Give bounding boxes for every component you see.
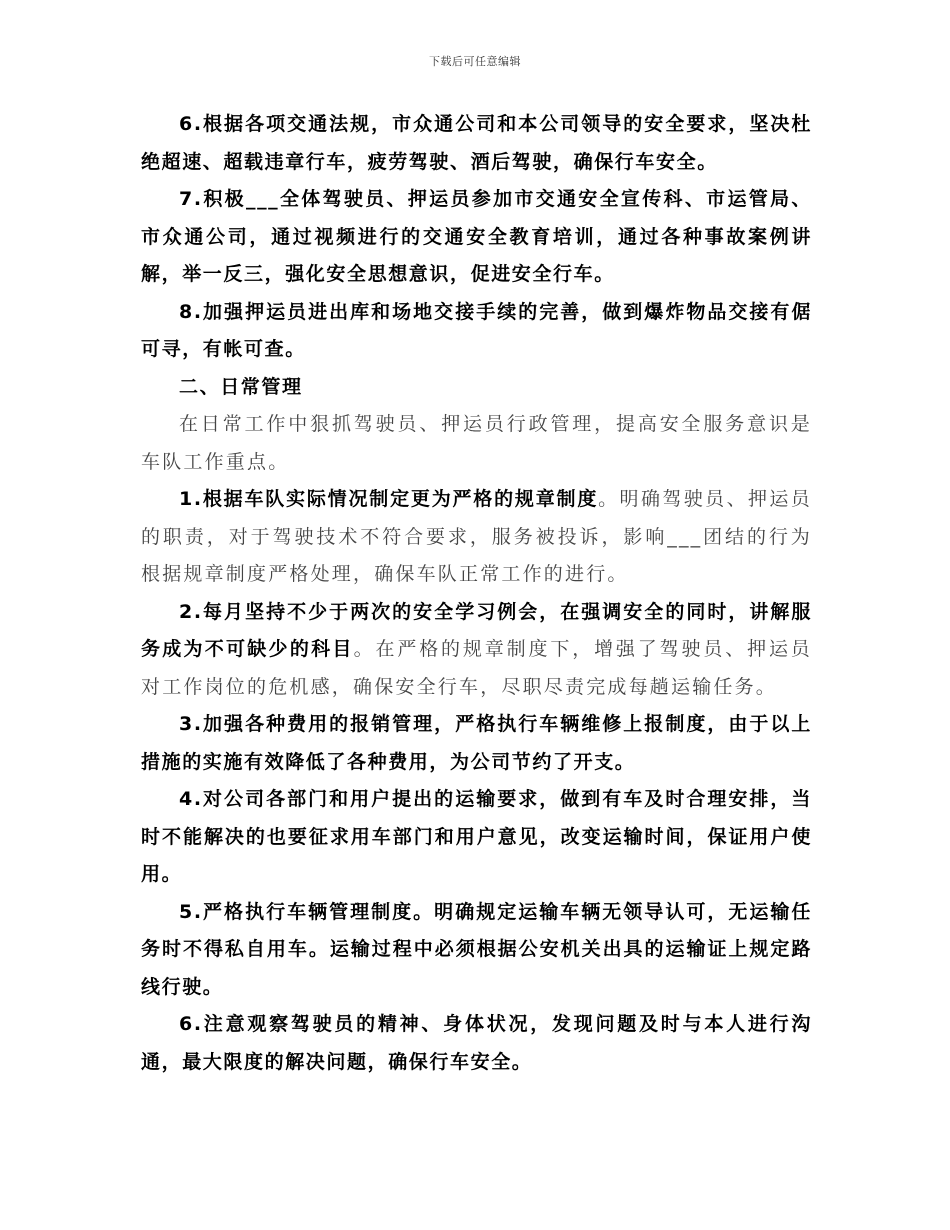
paragraph-item-3-expenses: 3.加强各种费用的报销管理，严格执行车辆维修上报制度，由于以上措施的实施有效降低了各种费用，为公司节约了开支。 xyxy=(141,713,812,773)
paragraph-item-2-meetings: 2.每月坚持不少于两次的安全学习例会，在强调安全的同时，讲解服务成为不可缺少的科目。在严格的规章制度下，增强了驾驶员、押运员对工作岗位的危机感，确保安全行车，尽职尽责完成每趟运输任务。 xyxy=(141,600,812,698)
document-body xyxy=(141,106,812,1081)
paragraph-item-5-vehicle-management: 5.严格执行车辆管理制度。明确规定运输车辆无领导认可，无运输任务时不得私自用车。运输过程中必须根据公安机关出具的运输证上规定路线行驶。 xyxy=(141,900,812,998)
paragraph-item-7-training: 7.积极___全体驾驶员、押运员参加市交通安全宣传科、市运管局、市众通公司，通过视频进行的交通安全教育培训，通过各种事故案例讲解，举一反三，强化安全思想意识，促进安全行车。 xyxy=(141,188,812,285)
paragraph-item-6-safety-rules: 6.根据各项交通法规，市众通公司和本公司领导的安全要求，坚决杜绝超速、超载违章行车，疲劳驾驶、酒后驾驶，确保行车安全。 xyxy=(141,113,812,173)
paragraph-daily-intro: 在日常工作中狠抓驾驶员、押运员行政管理，提高安全服务意识是车队工作重点。 xyxy=(141,413,812,473)
paragraph-item-4-requests: 4.对公司各部门和用户提出的运输要求，做到有车及时合理安排，当时不能解决的也要征求用车部门和用户意见，改变运输时间，保证用户使用。 xyxy=(141,788,812,885)
paragraph-item-1-regulations: 1.根据车队实际情况制定更为严格的规章制度。明确驾驶员、押运员的职责，对于驾驶技术不符合要求，服务被投诉，影响___团结的行为根据规章制度严格处理，确保车队正常工作的进行。 xyxy=(141,488,812,585)
paragraph-item-6-driver-condition: 6.注意观察驾驶员的精神、身体状况，发现问题及时与本人进行沟通，最大限度的解决问题，确保行车安全。 xyxy=(141,1013,812,1073)
section-heading-daily-management: 二、日常管理 xyxy=(179,375,303,398)
page-header: 下载后可任意编辑 xyxy=(429,55,521,68)
paragraph-item-8-handover: 8.加强押运员进出库和场地交接手续的完善，做到爆炸物品交接有倨可寻，有帐可查。 xyxy=(141,300,812,360)
